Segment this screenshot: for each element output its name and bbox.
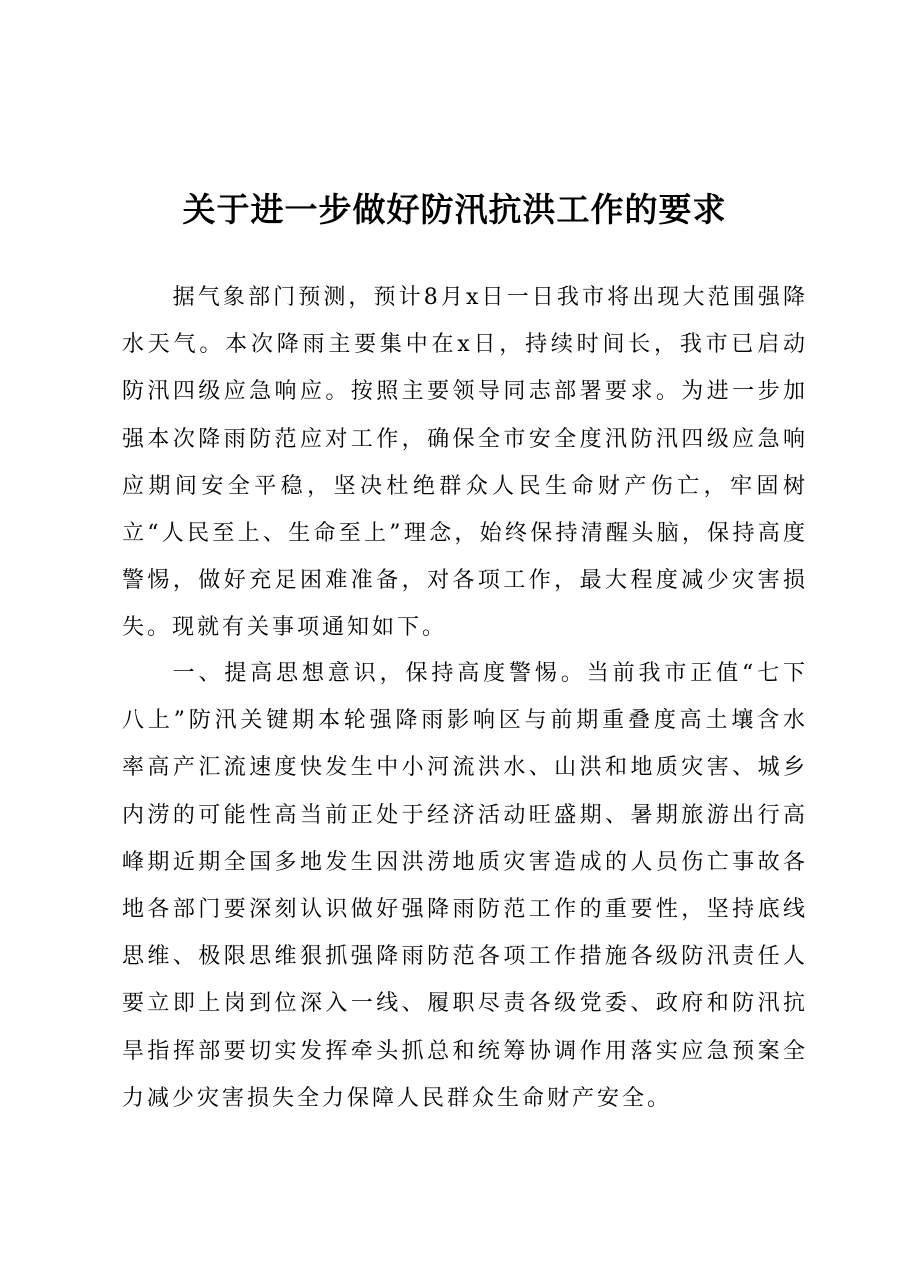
body-paragraph-intro: 据气象部门预测，预计8月x日一日我市将出现大范围强降水天气。本次降雨主要集中在x日，持续时间长，我市已启动防汛四级应急响应。按照主要领导同志部署要求。为进一步加强本次降雨防范应对工作，确保全市安全度汛防汛四级应急响应期间安全平稳，坚决杜绝群众人民生命财产伤亡，牢固树立“人民至上、生命至上”理念，始终保持清醒头脑，保持高度警惕，做好充足困难准备，对各项工作，最大程度减少灾害损失。现就有关事项通知如下。 bbox=[122, 285, 808, 641]
document-title: 关于进一步做好防汛抗洪工作的要求 bbox=[182, 190, 727, 229]
body-paragraph-section-1: 一、提高思想意识，保持高度警惕。当前我市正值“七下八上”防汛关键期本轮强降雨影响区与前期重叠度高土壤含水率高产汇流速度快发生中小河流洪水、山洪和地质灾害、城乡内涝的可能性高当前正处于经济活动旺盛期、暑期旅游出行高峰期近期全国多地发生因洪涝地质灾害造成的人员伤亡事故各地各部门要深刻认识做好强降雨防范工作的重要性，坚持底线思维、极限思维狠抓强降雨防范各项工作措施各级防汛责任人要立即上岗到位深入一线、履职尽责各级党委、政府和防汛抗旱指挥部要切实发挥牵头抓总和统筹协调作用落实应急预案全力减少灾害损失全力保障人民群众生命财产安全。 bbox=[122, 661, 808, 1111]
